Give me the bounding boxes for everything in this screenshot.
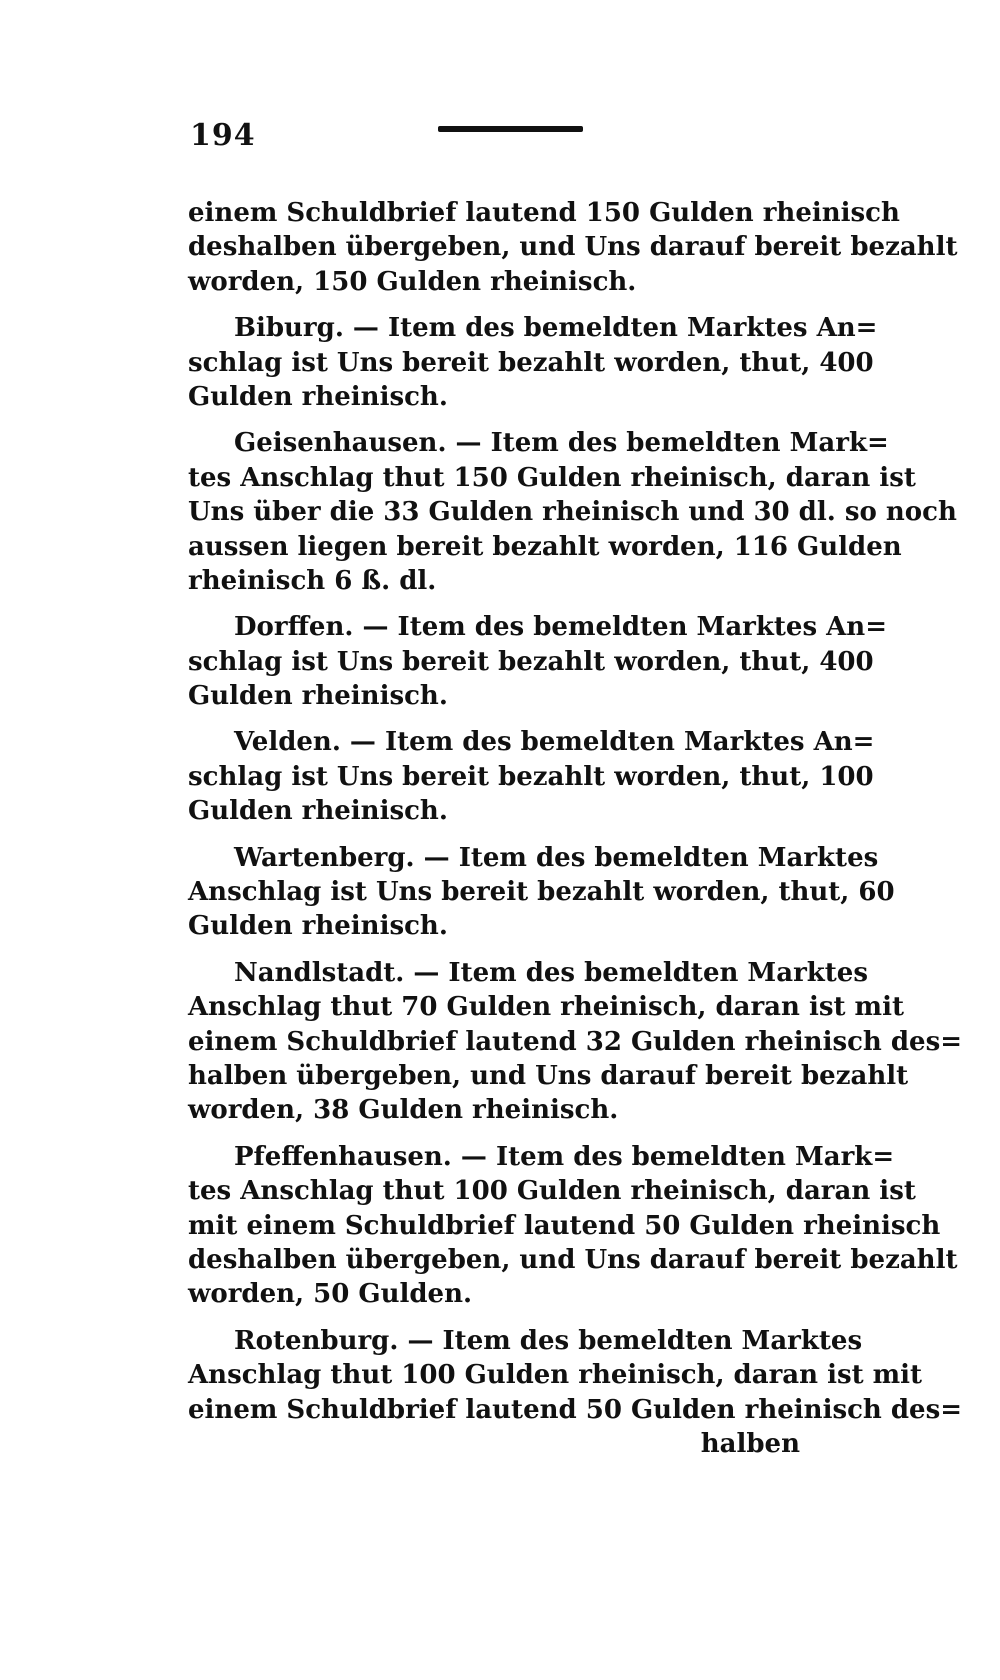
entry-heading-line: Wartenberg. — Item des bemeldten Marktes bbox=[234, 842, 879, 873]
text-line: Uns über die 33 Gulden rheinisch und 30 dl. so noch bbox=[188, 497, 957, 528]
text-line: schlag ist Uns bereit bezahlt worden, thut, 400 bbox=[188, 347, 874, 378]
text-line: einem Schuldbrief lautend 50 Gulden rheinisch des= bbox=[188, 1394, 963, 1425]
text-line: schlag ist Uns bereit bezahlt worden, thut, 100 bbox=[188, 761, 874, 792]
text-line: tes Anschlag thut 100 Gulden rheinisch, daran ist bbox=[188, 1176, 916, 1207]
text-line: einem Schuldbrief lautend 150 Gulden rheinisch bbox=[188, 198, 900, 228]
text-line: aussen liegen bereit bezahlt worden, 116 Gulden bbox=[188, 531, 902, 562]
page-number: 194 bbox=[190, 118, 256, 153]
text-line: Anschlag thut 100 Gulden rheinisch, daran ist mit bbox=[188, 1360, 923, 1391]
entry-heading-line: Dorffen. — Item des bemeldten Marktes An= bbox=[234, 612, 887, 643]
text-line: Gulden rheinisch. bbox=[188, 796, 448, 827]
entry-heading-line: Nandlstadt. — Item des bemeldten Marktes bbox=[234, 957, 868, 988]
text-line: halben übergeben, und Uns darauf bereit bezahlt bbox=[188, 1060, 909, 1091]
text-line: Anschlag ist Uns bereit bezahlt worden, thut, 60 bbox=[188, 877, 895, 908]
text-line: Gulden rheinisch. bbox=[188, 911, 448, 942]
entry-heading-line: Velden. — Item des bemeldten Marktes An= bbox=[234, 727, 875, 758]
text-line: Gulden rheinisch. bbox=[188, 681, 448, 712]
text-line: Anschlag thut 70 Gulden rheinisch, daran ist mit bbox=[188, 992, 904, 1023]
text-line: deshalben übergeben, und Uns darauf bereit bezahlt bbox=[188, 232, 958, 263]
text-line: einem Schuldbrief lautend 32 Gulden rheinisch des= bbox=[188, 1026, 963, 1057]
body-text bbox=[188, 196, 963, 1461]
text-line: tes Anschlag thut 150 Gulden rheinisch, daran ist bbox=[188, 462, 916, 493]
text-line: Gulden rheinisch. bbox=[188, 381, 448, 412]
entry-heading-line: Rotenburg. — Item des bemeldten Marktes bbox=[234, 1325, 863, 1356]
text-line: mit einem Schuldbrief lautend 50 Gulden rheinisch bbox=[188, 1210, 941, 1241]
text-line: schlag ist Uns bereit bezahlt worden, thut, 400 bbox=[188, 646, 874, 677]
entry-heading-line: Geisenhausen. — Item des bemeldten Mark= bbox=[234, 428, 889, 459]
header-rule bbox=[438, 126, 583, 132]
catchword: halben bbox=[700, 1428, 800, 1459]
text-line: worden, 150 Gulden rheinisch. bbox=[188, 266, 637, 297]
entry-heading-line: Biburg. — Item des bemeldten Marktes An= bbox=[234, 313, 878, 344]
text-line: rheinisch 6 ß. dl. bbox=[188, 565, 437, 596]
text-line: worden, 38 Gulden rheinisch. bbox=[188, 1095, 619, 1126]
text-line: worden, 50 Gulden. bbox=[188, 1279, 473, 1310]
entry-heading-line: Pfeffenhausen. — Item des bemeldten Mark= bbox=[234, 1141, 895, 1172]
text-line: deshalben übergeben, und Uns darauf bereit bezahlt bbox=[188, 1244, 958, 1275]
